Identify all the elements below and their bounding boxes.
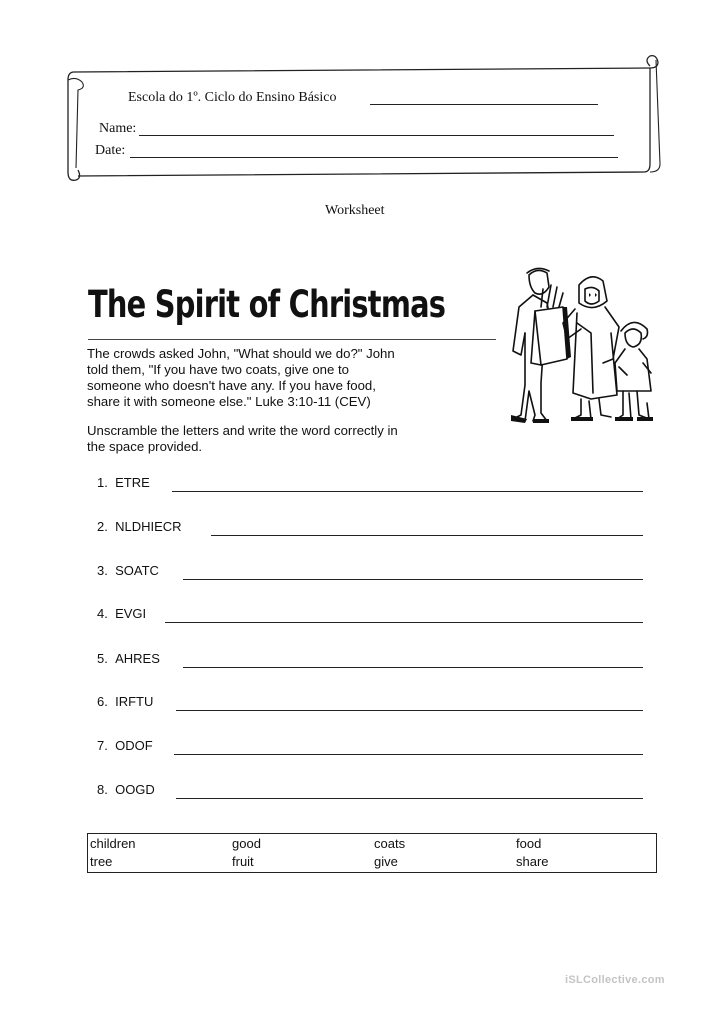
list-item: 7. ODOF — [97, 738, 153, 753]
answer-line-4[interactable] — [165, 622, 643, 623]
passage-line: told them, "If you have two coats, give one to — [87, 362, 349, 377]
word-bank-word: share — [516, 854, 549, 869]
school-blank[interactable] — [370, 104, 598, 105]
instructions — [87, 423, 497, 455]
date-label: Date: — [95, 143, 126, 158]
list-item: 1. ETRE — [97, 475, 150, 490]
word-bank — [87, 833, 657, 873]
scroll-banner — [60, 52, 666, 188]
list-item: 4. EVGI — [97, 606, 147, 621]
bible-passage — [87, 346, 497, 410]
passage-line: The crowds asked John, "What should we do?" John — [87, 346, 395, 361]
list-item: 5. AHRES — [97, 651, 160, 666]
word-bank-word: fruit — [232, 854, 254, 869]
answer-line-8[interactable] — [176, 798, 643, 799]
instruction-line: the space provided. — [87, 439, 203, 454]
word-bank-word: coats — [374, 836, 406, 851]
title-underline — [88, 339, 496, 340]
watermark: iSLCollective.com — [565, 974, 665, 986]
school-label: Escola do 1º. Ciclo do Ensino Básico — [128, 90, 337, 105]
word-bank-word: good — [232, 836, 261, 851]
list-item: 2. NLDHIECR — [97, 519, 182, 534]
word-bank-word: children — [90, 836, 136, 851]
people-giving-illustration — [507, 263, 659, 428]
answer-line-1[interactable] — [172, 491, 643, 492]
list-item: 8. OOGD — [97, 782, 155, 797]
list-item: 3. SOATC — [97, 563, 159, 578]
answer-line-5[interactable] — [183, 667, 643, 668]
passage-line: someone who doesn't have any. If you have food, — [87, 378, 376, 393]
passage-line: share it with someone else." Luke 3:10-11 (CEV) — [87, 394, 371, 409]
date-blank[interactable] — [130, 157, 618, 158]
answer-line-3[interactable] — [183, 579, 643, 580]
instruction-line: Unscramble the letters and write the word correctly in — [87, 423, 398, 438]
answer-line-6[interactable] — [176, 710, 643, 711]
word-bank-word: food — [516, 836, 542, 851]
word-bank-word: tree — [90, 854, 113, 869]
word-bank-word: give — [374, 854, 398, 869]
page-title: The Spirit of Christmas — [88, 283, 446, 326]
name-label: Name: — [99, 121, 137, 136]
list-item: 6. IRFTU — [97, 694, 154, 709]
answer-line-2[interactable] — [211, 535, 643, 536]
worksheet-label: Worksheet — [325, 203, 385, 218]
answer-line-7[interactable] — [174, 754, 643, 755]
name-blank[interactable] — [139, 135, 614, 136]
